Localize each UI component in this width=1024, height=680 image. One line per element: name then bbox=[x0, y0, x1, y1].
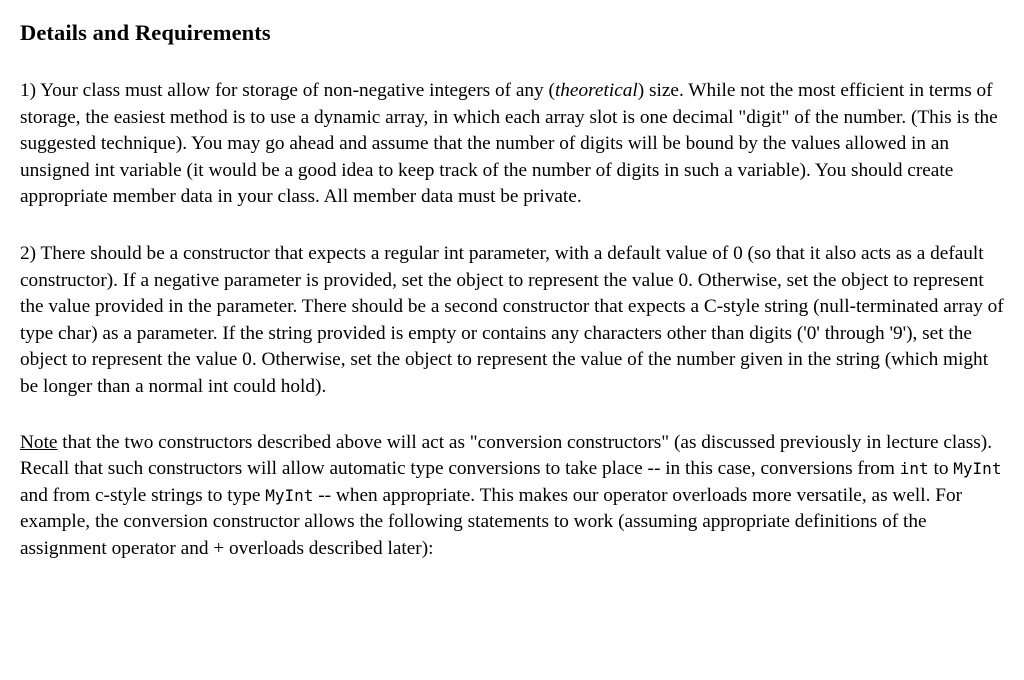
paragraph-text: ) size. While not the most efficient in terms of storage, the easiest method is to use a dynamic array, in which each array slot is one decimal "digit" of the number. (This is the suggested technique). You may go ahead and assume that the number of digits will be bound by the values allowed in an unsigned int variable (it would be a good idea to keep track of the number of digits in such a variable). You should create appropriate member data in your class. All member data must be private. bbox=[20, 80, 998, 208]
paragraph-text: and from c-style strings to type bbox=[20, 484, 266, 506]
code-myint: MyInt bbox=[953, 459, 1002, 479]
paragraph-text: 2) There should be a constructor that expects a regular int parameter, with a default value of 0 (so that it also acts as a default constructor). If a negative parameter is provided, set the object to represent the value 0. Otherwise, set the object to represent the value provided in the parameter. There should be a second constructor that expects a C-style string (null-terminated array of type char) as a parameter. If the string provided is empty or contains any characters other than digits ('0' through '9'), set the object to represent the value 0. Otherwise, set the object to represent the value of the number given in the string (which might be longer than a normal int could hold). bbox=[20, 242, 1004, 397]
paragraph-text: -- when appropriate. This makes our operator overloads more versatile, as well. For example, the conversion constructor allows the following statements to work (assuming appropriate definitions of the assignment operator and + overloads described later): bbox=[20, 484, 963, 559]
paragraph-conversion-note bbox=[20, 430, 1010, 563]
code-myint: MyInt bbox=[265, 485, 314, 505]
paragraph-constructors bbox=[20, 241, 1010, 401]
emphasized-word: theoretical bbox=[554, 80, 638, 101]
document-page bbox=[20, 0, 1010, 563]
paragraph-text: 1) Your class must allow for storage of non-negative integers of any ( bbox=[20, 80, 555, 101]
code-int: int bbox=[899, 459, 929, 479]
paragraph-text: to bbox=[928, 458, 954, 480]
section-heading: Details and Requirements bbox=[20, 20, 271, 45]
paragraph-text: that the two constructors described above will act as "conversion constructors" (as discussed previously in lecture class). Recall that such constructors will allow automatic type conversions to take place -- in this case, conversions from bbox=[20, 431, 993, 480]
paragraph-storage-requirement bbox=[20, 78, 1010, 211]
note-label: Note bbox=[20, 431, 58, 453]
